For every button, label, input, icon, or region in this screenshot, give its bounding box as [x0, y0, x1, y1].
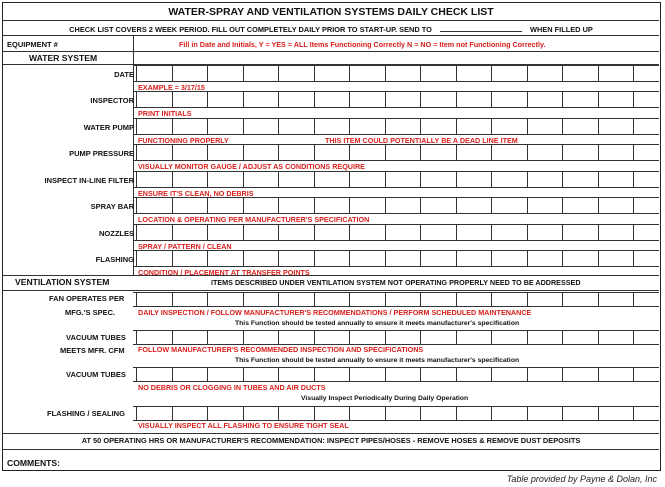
water-entry-cell[interactable]: [420, 65, 455, 81]
water-entry-cell[interactable]: [456, 91, 491, 107]
equipment-note: Fill in Date and Initials, Y = YES = ALL Items Functioning Correctly N = NO = Item not Functioning Correctly.: [179, 40, 546, 49]
rule-line: [278, 292, 279, 306]
rule-line: [491, 406, 492, 420]
rule-line: [172, 406, 173, 420]
water-row-note: VISUALLY MONITOR GAUGE / ADJUST AS CONDITIONS REQUIRE: [138, 162, 365, 171]
water-entry-cell[interactable]: [420, 224, 455, 240]
rule-line: [133, 187, 659, 188]
tubes-cfm-note: FOLLOW MANUFACTURER'S RECOMMENDED INSPECTION AND SPECIFICATIONS: [138, 345, 424, 354]
water-entry-cell[interactable]: [456, 197, 491, 213]
rule-line: [598, 367, 599, 381]
rule-line: [349, 406, 350, 420]
water-entry-cell[interactable]: [172, 224, 207, 240]
fan-label-line1: FAN OPERATES PER: [49, 294, 125, 303]
water-entry-cell[interactable]: [633, 118, 661, 134]
water-entry-cell[interactable]: [456, 250, 491, 266]
rule-line: [562, 330, 563, 344]
rule-line: [278, 367, 279, 381]
water-entry-cell[interactable]: [456, 144, 491, 160]
water-entry-cell[interactable]: [278, 144, 313, 160]
rule-line: [133, 406, 659, 407]
comments-field[interactable]: [73, 453, 653, 469]
rule-line: [456, 367, 457, 381]
water-entry-cell[interactable]: [136, 197, 171, 213]
rule-line: [136, 292, 137, 306]
rule-line: [420, 406, 421, 420]
water-entry-cell[interactable]: [456, 171, 491, 187]
comments-label: COMMENTS:: [7, 458, 60, 468]
rule-line: [3, 51, 659, 52]
rule-line: [527, 367, 528, 381]
rule-line: [3, 20, 659, 21]
water-entry-cell[interactable]: [243, 91, 278, 107]
rule-line: [598, 330, 599, 344]
water-entry-cell[interactable]: [243, 118, 278, 134]
water-entry-cell[interactable]: [562, 171, 597, 187]
water-entry-cell[interactable]: [633, 144, 661, 160]
water-entry-cell[interactable]: [314, 91, 349, 107]
water-row-note: CONDITION / PLACEMENT AT TRANSFER POINTS: [138, 268, 310, 277]
rule-line: [420, 367, 421, 381]
water-entry-cell[interactable]: [172, 250, 207, 266]
water-entry-cell[interactable]: [598, 171, 633, 187]
fan-label-line2: MFG.'S SPEC.: [65, 308, 116, 317]
rule-line: [314, 292, 315, 306]
ventilation-note: ITEMS DESCRIBED UNDER VENTILATION SYSTEM NOT OPERATING PROPERLY NEED TO BE ADDRESSED: [211, 278, 581, 287]
water-entry-cell[interactable]: [243, 144, 278, 160]
water-entry-cell[interactable]: [562, 197, 597, 213]
water-entry-cell[interactable]: [278, 197, 313, 213]
water-row-note: PRINT INITIALS: [138, 109, 192, 118]
water-entry-cell[interactable]: [385, 197, 420, 213]
rule-line: [278, 330, 279, 344]
rule-line: [314, 330, 315, 344]
water-entry-cell[interactable]: [136, 250, 171, 266]
water-entry-cell[interactable]: [243, 224, 278, 240]
water-entry-cell[interactable]: [172, 144, 207, 160]
water-entry-cell[interactable]: [349, 250, 384, 266]
tubes-cfm-label-line1: VACUUM TUBES: [66, 333, 126, 342]
water-entry-cell[interactable]: [136, 144, 171, 160]
water-entry-cell[interactable]: [314, 171, 349, 187]
water-entry-cell[interactable]: [420, 144, 455, 160]
rule-line: [3, 449, 659, 450]
water-entry-cell[interactable]: [598, 65, 633, 81]
instructions-after: WHEN FILLED UP: [530, 25, 593, 34]
checklist-sheet: [2, 2, 661, 471]
rule-line: [314, 406, 315, 420]
water-entry-cell[interactable]: [598, 197, 633, 213]
water-row-label: WATER PUMP: [83, 123, 134, 132]
send-to-blank[interactable]: [440, 24, 522, 32]
water-entry-cell[interactable]: [633, 250, 661, 266]
rule-line: [527, 330, 528, 344]
water-entry-cell[interactable]: [136, 118, 171, 134]
tubes-cfm-sub-note: This Function should be tested annually to ensure it meets manufacturer's specification: [235, 357, 520, 364]
water-entry-cell[interactable]: [314, 144, 349, 160]
water-entry-cell[interactable]: [491, 224, 526, 240]
water-entry-cell[interactable]: [633, 65, 661, 81]
rule-line: [633, 330, 634, 344]
water-entry-cell[interactable]: [278, 171, 313, 187]
water-entry-cell[interactable]: [527, 91, 562, 107]
rule-line: [172, 292, 173, 306]
rule-line: [133, 330, 659, 331]
water-entry-cell[interactable]: [491, 144, 526, 160]
rule-line: [527, 406, 528, 420]
tubes-cfm-label-line2: MEETS MFR. CFM: [60, 346, 125, 355]
water-entry-cell[interactable]: [207, 144, 242, 160]
water-entry-cell[interactable]: [385, 91, 420, 107]
footer-maintenance-note: AT 50 OPERATING HRS OR MANUFACTURER'S RECOMMENDATION: INSPECT PIPES/HOSES - REMOVE HOSES & REMOVE DUST DEPOSITS: [81, 436, 581, 445]
rule-line: [133, 81, 659, 82]
water-entry-cell[interactable]: [207, 197, 242, 213]
rule-line: [491, 330, 492, 344]
rule-line: [598, 406, 599, 420]
water-entry-cell[interactable]: [527, 197, 562, 213]
water-entry-cell[interactable]: [207, 250, 242, 266]
water-entry-cell[interactable]: [527, 171, 562, 187]
rule-line: [349, 367, 350, 381]
rule-line: [207, 367, 208, 381]
water-entry-cell[interactable]: [349, 171, 384, 187]
water-row-note-secondary: THIS ITEM COULD POTENTIALLY BE A DEAD LINE ITEM: [325, 136, 518, 145]
water-entry-cell[interactable]: [633, 171, 661, 187]
water-entry-cell[interactable]: [349, 197, 384, 213]
water-row-note: LOCATION & OPERATING PER MANUFACTURER'S SPECIFICATION: [138, 215, 370, 224]
water-system-heading: WATER SYSTEM: [29, 53, 98, 63]
water-entry-cell[interactable]: [598, 118, 633, 134]
water-entry-cell[interactable]: [491, 197, 526, 213]
flashing-sealing-label: FLASHING / SEALING: [47, 409, 125, 418]
water-entry-cell[interactable]: [136, 65, 171, 81]
equipment-label: EQUIPMENT #: [7, 40, 58, 49]
flashing-sealing-note: VISUALLY INSPECT ALL FLASHING TO ENSURE TIGHT SEAL: [138, 421, 349, 430]
water-entry-cell[interactable]: [207, 224, 242, 240]
rule-line: [207, 406, 208, 420]
water-entry-cell[interactable]: [207, 65, 242, 81]
water-entry-cell[interactable]: [385, 144, 420, 160]
water-row-label: INSPECT IN-LINE FILTER: [44, 176, 134, 185]
water-entry-cell[interactable]: [278, 65, 313, 81]
rule-line: [527, 292, 528, 306]
rule-line: [3, 433, 659, 434]
rule-line: [243, 406, 244, 420]
water-entry-cell[interactable]: [562, 224, 597, 240]
water-entry-cell[interactable]: [136, 91, 171, 107]
rule-line: [133, 160, 659, 161]
water-entry-cell[interactable]: [456, 224, 491, 240]
water-entry-cell[interactable]: [243, 171, 278, 187]
water-entry-cell[interactable]: [420, 197, 455, 213]
rule-line: [133, 107, 659, 108]
vacuum-tubes-note: NO DEBRIS OR CLOGGING IN TUBES AND AIR DUCTS: [138, 383, 326, 392]
rule-line: [456, 330, 457, 344]
rule-line: [133, 134, 659, 135]
rule-line: [172, 330, 173, 344]
water-entry-cell[interactable]: [278, 91, 313, 107]
rule-line: [314, 367, 315, 381]
water-entry-cell[interactable]: [385, 250, 420, 266]
water-entry-cell[interactable]: [420, 250, 455, 266]
rule-line: [491, 367, 492, 381]
rule-line: [278, 406, 279, 420]
table-credit: Table provided by Payne & Dolan, Inc: [506, 474, 657, 484]
rule-line: [133, 292, 659, 293]
water-entry-cell[interactable]: [172, 91, 207, 107]
rule-line: [136, 367, 137, 381]
water-entry-cell[interactable]: [172, 118, 207, 134]
rule-line: [385, 406, 386, 420]
rule-line: [133, 213, 659, 214]
water-entry-cell[interactable]: [527, 224, 562, 240]
water-entry-cell[interactable]: [527, 118, 562, 134]
rule-line: [133, 306, 659, 307]
water-entry-cell[interactable]: [314, 250, 349, 266]
water-entry-cell[interactable]: [598, 250, 633, 266]
water-entry-cell[interactable]: [172, 65, 207, 81]
rule-line: [562, 292, 563, 306]
rule-line: [562, 406, 563, 420]
rule-line: [136, 330, 137, 344]
water-entry-cell[interactable]: [349, 65, 384, 81]
water-entry-cell[interactable]: [491, 250, 526, 266]
water-entry-cell[interactable]: [562, 144, 597, 160]
water-row-note: FUNCTIONING PROPERLY: [138, 136, 229, 145]
rule-line: [598, 292, 599, 306]
water-entry-cell[interactable]: [349, 144, 384, 160]
water-entry-cell[interactable]: [633, 197, 661, 213]
rule-line: [420, 292, 421, 306]
water-entry-cell[interactable]: [243, 250, 278, 266]
water-entry-cell[interactable]: [136, 224, 171, 240]
water-entry-cell[interactable]: [172, 171, 207, 187]
water-entry-cell[interactable]: [420, 171, 455, 187]
rule-line: [243, 330, 244, 344]
water-row-note: ENSURE IT'S CLEAN, NO DEBRIS: [138, 189, 254, 198]
rule-line: [491, 292, 492, 306]
water-entry-cell[interactable]: [385, 65, 420, 81]
water-row-label: FLASHING: [95, 255, 134, 264]
rule-line: [456, 406, 457, 420]
water-entry-cell[interactable]: [385, 224, 420, 240]
rule-line: [349, 292, 350, 306]
water-entry-cell[interactable]: [491, 91, 526, 107]
water-row-label: DATE: [114, 70, 134, 79]
water-entry-cell[interactable]: [562, 91, 597, 107]
rule-line: [136, 406, 137, 420]
rule-line: [133, 367, 659, 368]
water-entry-cell[interactable]: [562, 65, 597, 81]
rule-line: [385, 367, 386, 381]
water-row-note: SPRAY / PATTERN / CLEAN: [138, 242, 232, 251]
water-entry-cell[interactable]: [385, 118, 420, 134]
vacuum-tubes-label: VACUUM TUBES: [66, 370, 126, 379]
water-row-label: SPRAY BAR: [90, 202, 134, 211]
rule-line: [633, 367, 634, 381]
rule-line: [633, 406, 634, 420]
water-row-label: INSPECTOR: [90, 96, 134, 105]
water-entry-cell[interactable]: [598, 144, 633, 160]
water-entry-cell[interactable]: [243, 197, 278, 213]
water-entry-cell[interactable]: [349, 224, 384, 240]
water-entry-cell[interactable]: [207, 118, 242, 134]
rule-line: [3, 290, 659, 291]
rule-line: [207, 330, 208, 344]
instructions-before: CHECK LIST COVERS 2 WEEK PERIOD. FILL OUT COMPLETELY DAILY PRIOR TO START-UP. SEND TO: [69, 25, 432, 34]
rule-line: [3, 275, 659, 276]
rule-line: [420, 330, 421, 344]
water-entry-cell[interactable]: [243, 65, 278, 81]
rule-line: [3, 35, 659, 36]
rule-line: [172, 367, 173, 381]
fan-sub-note: This Function should be tested annually to ensure it meets manufacturer's specification: [235, 320, 520, 327]
water-entry-cell[interactable]: [491, 65, 526, 81]
water-entry-cell[interactable]: [314, 197, 349, 213]
water-entry-cell[interactable]: [314, 65, 349, 81]
water-entry-cell[interactable]: [633, 91, 661, 107]
water-entry-cell[interactable]: [349, 91, 384, 107]
rule-line: [385, 330, 386, 344]
water-row-note: EXAMPLE = 3/17/15: [138, 83, 205, 92]
water-entry-cell[interactable]: [278, 224, 313, 240]
rule-line: [456, 292, 457, 306]
water-entry-cell[interactable]: [456, 65, 491, 81]
water-entry-cell[interactable]: [314, 224, 349, 240]
water-entry-cell[interactable]: [598, 91, 633, 107]
water-entry-cell[interactable]: [491, 118, 526, 134]
rule-line: [133, 381, 659, 382]
water-entry-cell[interactable]: [598, 224, 633, 240]
water-entry-cell[interactable]: [527, 250, 562, 266]
rule-line: [207, 292, 208, 306]
water-entry-cell[interactable]: [207, 91, 242, 107]
water-row-label: NOZZLES: [99, 229, 134, 238]
rule-line: [243, 367, 244, 381]
fan-note: DAILY INSPECTION / FOLLOW MANUFACTURER'S RECOMMENDATIONS / PERFORM SCHEDULED MAINTENANCE: [138, 308, 532, 317]
water-entry-cell[interactable]: [562, 250, 597, 266]
instructions-text: [3, 24, 659, 33]
water-entry-cell[interactable]: [172, 197, 207, 213]
water-entry-cell[interactable]: [633, 224, 661, 240]
water-entry-cell[interactable]: [562, 118, 597, 134]
rule-line: [385, 292, 386, 306]
water-entry-cell[interactable]: [278, 118, 313, 134]
water-entry-cell[interactable]: [491, 171, 526, 187]
water-entry-cell[interactable]: [420, 91, 455, 107]
water-entry-cell[interactable]: [527, 65, 562, 81]
rule-line: [243, 292, 244, 306]
rule-line: [133, 266, 659, 267]
rule-line: [349, 330, 350, 344]
water-entry-cell[interactable]: [136, 171, 171, 187]
water-entry-cell[interactable]: [456, 118, 491, 134]
vacuum-tubes-sub-note: Visually Inspect Periodically During Daily Operation: [301, 395, 469, 402]
checklist-title: WATER-SPRAY AND VENTILATION SYSTEMS DAILY CHECK LIST: [168, 6, 494, 18]
rule-line: [633, 292, 634, 306]
water-entry-cell[interactable]: [349, 118, 384, 134]
water-row-label: PUMP PRESSURE: [69, 149, 134, 158]
water-entry-cell[interactable]: [314, 118, 349, 134]
ventilation-heading: VENTILATION SYSTEM: [15, 277, 110, 287]
water-entry-cell[interactable]: [527, 144, 562, 160]
water-entry-cell[interactable]: [207, 171, 242, 187]
water-entry-cell[interactable]: [278, 250, 313, 266]
rule-line: [133, 240, 659, 241]
rule-line: [562, 367, 563, 381]
water-entry-cell[interactable]: [420, 118, 455, 134]
water-entry-cell[interactable]: [385, 171, 420, 187]
